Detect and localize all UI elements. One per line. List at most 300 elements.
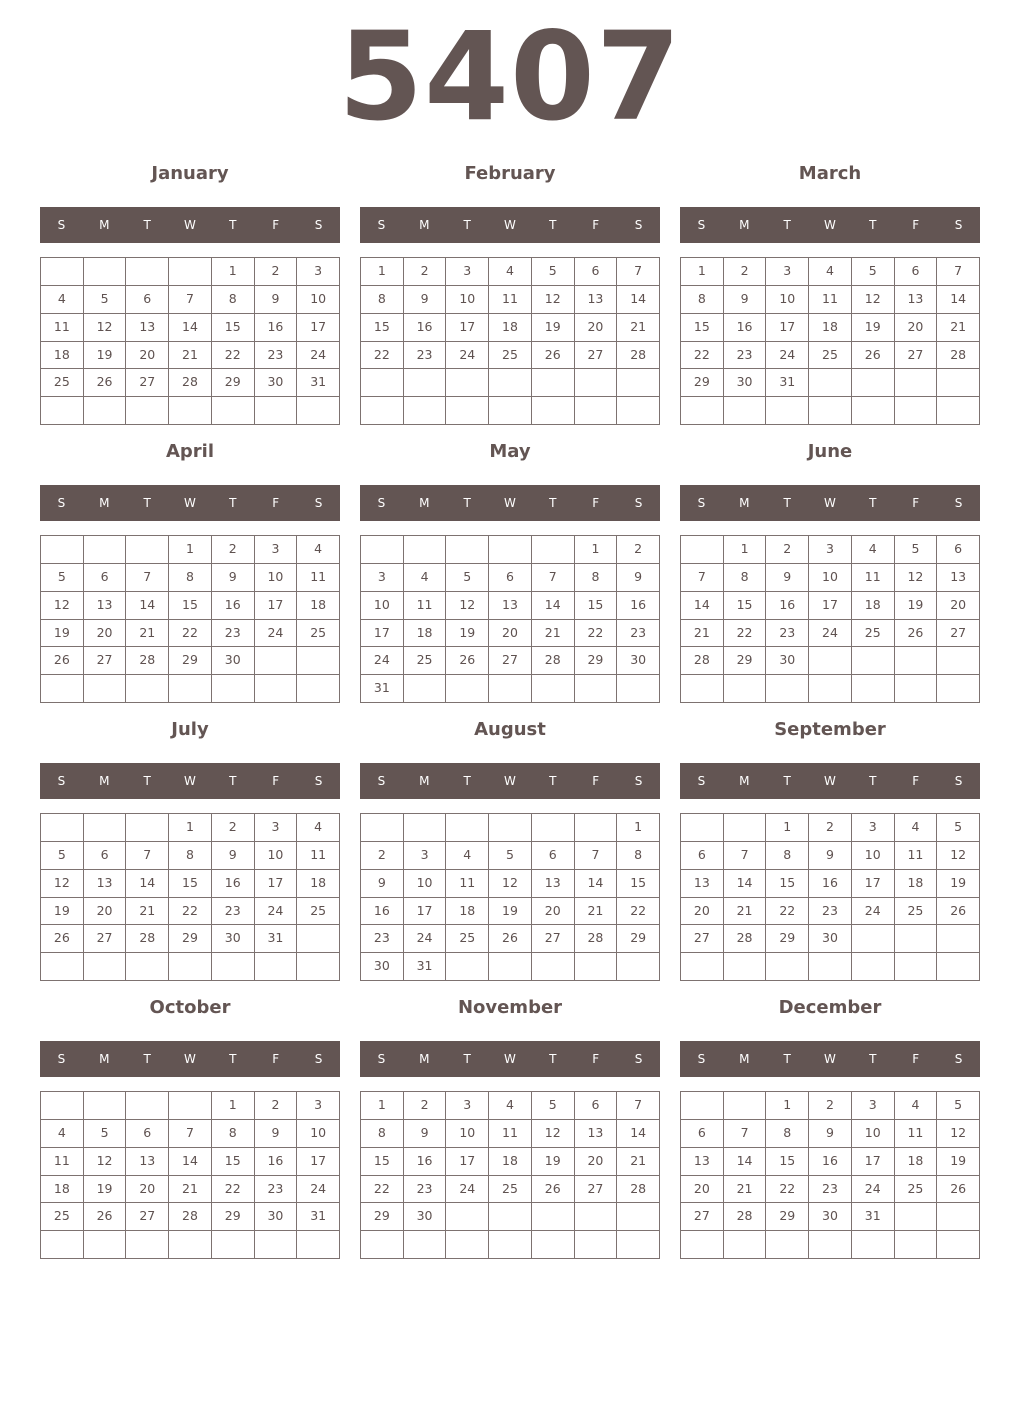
day-cell: 19 (852, 314, 895, 342)
day-cell: 30 (361, 953, 404, 981)
weekday-label: W (504, 774, 516, 788)
day-cell: 20 (575, 314, 618, 342)
day-cell: 6 (575, 258, 618, 286)
day-cell: 14 (169, 314, 212, 342)
day-cell: 23 (404, 1176, 447, 1204)
weekday-label: W (184, 218, 196, 232)
weekday-label: T (549, 218, 557, 232)
day-cell: 13 (575, 286, 618, 314)
weekday-label: S (954, 496, 963, 510)
empty-day-cell (255, 647, 298, 675)
day-cell: 28 (724, 1203, 767, 1231)
weekday-header (40, 763, 340, 799)
day-cell: 14 (126, 870, 169, 898)
days-grid (40, 535, 340, 703)
weekday-label: T (463, 774, 471, 788)
day-cell: 27 (126, 369, 169, 397)
weekday-label: W (184, 774, 196, 788)
empty-day-cell (84, 397, 127, 425)
empty-day-cell (361, 397, 404, 425)
day-cell: 28 (937, 342, 980, 370)
empty-day-cell (852, 675, 895, 703)
empty-day-cell (575, 814, 618, 842)
day-cell: 19 (532, 314, 575, 342)
empty-day-cell (84, 675, 127, 703)
day-cell: 23 (809, 1176, 852, 1204)
day-cell: 2 (255, 1092, 298, 1120)
day-cell: 2 (724, 258, 767, 286)
day-cell: 11 (297, 842, 340, 870)
weekday-label: T (143, 496, 151, 510)
day-cell: 4 (41, 286, 84, 314)
day-cell: 17 (255, 870, 298, 898)
day-cell: 31 (766, 369, 809, 397)
day-cell: 24 (255, 898, 298, 926)
day-cell: 16 (404, 1148, 447, 1176)
day-cell: 29 (575, 647, 618, 675)
empty-day-cell (489, 953, 532, 981)
day-cell: 22 (212, 342, 255, 370)
day-cell: 1 (212, 258, 255, 286)
day-cell: 16 (809, 1148, 852, 1176)
day-cell: 21 (126, 898, 169, 926)
empty-day-cell (532, 1203, 575, 1231)
empty-day-cell (404, 369, 447, 397)
day-cell: 17 (852, 870, 895, 898)
days-grid (360, 813, 660, 981)
weekday-label: T (549, 1052, 557, 1066)
weekday-label: F (272, 218, 280, 232)
day-cell: 30 (809, 925, 852, 953)
day-cell: 6 (681, 1120, 724, 1148)
day-cell: 4 (852, 536, 895, 564)
weekday-label: F (912, 218, 920, 232)
day-cell: 6 (937, 536, 980, 564)
day-cell: 9 (809, 842, 852, 870)
day-cell: 20 (126, 1176, 169, 1204)
day-cell: 3 (255, 536, 298, 564)
day-cell: 22 (575, 620, 618, 648)
empty-day-cell (41, 258, 84, 286)
day-cell: 16 (255, 314, 298, 342)
day-cell: 7 (169, 1120, 212, 1148)
days-grid (40, 257, 340, 425)
day-cell: 17 (255, 592, 298, 620)
day-cell: 26 (84, 369, 127, 397)
weekday-label: S (377, 1052, 386, 1066)
weekday-header (360, 763, 660, 799)
day-cell: 26 (41, 925, 84, 953)
day-cell: 13 (126, 314, 169, 342)
day-cell: 8 (766, 1120, 809, 1148)
days-grid (40, 1091, 340, 1259)
empty-day-cell (446, 1231, 489, 1259)
month-name: August (474, 719, 546, 740)
day-cell: 29 (617, 925, 660, 953)
day-cell: 25 (41, 1203, 84, 1231)
months-grid (40, 152, 980, 1264)
day-cell: 1 (169, 814, 212, 842)
empty-day-cell (212, 953, 255, 981)
day-cell: 7 (681, 564, 724, 592)
weekday-label: W (824, 1052, 836, 1066)
day-cell: 5 (895, 536, 938, 564)
day-cell: 10 (852, 1120, 895, 1148)
day-cell: 25 (809, 342, 852, 370)
weekday-label: F (272, 774, 280, 788)
day-cell: 12 (84, 1148, 127, 1176)
empty-day-cell (895, 1231, 938, 1259)
day-cell: 9 (255, 286, 298, 314)
day-cell: 28 (681, 647, 724, 675)
empty-day-cell (41, 1092, 84, 1120)
month-name: March (798, 163, 862, 184)
weekday-header (680, 1041, 980, 1077)
month-name: April (165, 441, 215, 462)
day-cell: 2 (404, 258, 447, 286)
weekday-label: T (783, 774, 791, 788)
weekday-label: M (419, 496, 430, 510)
weekday-label: T (869, 218, 877, 232)
day-cell: 10 (297, 1120, 340, 1148)
day-cell: 20 (489, 620, 532, 648)
day-cell: 23 (212, 898, 255, 926)
day-cell: 28 (169, 369, 212, 397)
month-name: May (489, 441, 531, 462)
day-cell: 12 (895, 564, 938, 592)
empty-day-cell (169, 953, 212, 981)
day-cell: 26 (84, 1203, 127, 1231)
weekday-label: T (143, 774, 151, 788)
day-cell: 29 (212, 1203, 255, 1231)
empty-day-cell (446, 1203, 489, 1231)
weekday-label: S (377, 218, 386, 232)
weekday-label: S (57, 774, 66, 788)
day-cell: 10 (766, 286, 809, 314)
weekday-label: M (419, 1052, 430, 1066)
day-cell: 24 (404, 925, 447, 953)
weekday-label: M (739, 1052, 750, 1066)
day-cell: 23 (766, 620, 809, 648)
empty-day-cell (297, 647, 340, 675)
day-cell: 6 (895, 258, 938, 286)
empty-day-cell (84, 1092, 127, 1120)
empty-day-cell (724, 814, 767, 842)
weekday-label: T (229, 1052, 237, 1066)
day-cell: 25 (852, 620, 895, 648)
day-cell: 14 (724, 870, 767, 898)
day-cell: 7 (724, 842, 767, 870)
weekday-label: S (697, 774, 706, 788)
day-cell: 5 (852, 258, 895, 286)
empty-day-cell (937, 397, 980, 425)
empty-day-cell (575, 397, 618, 425)
weekday-label: M (739, 218, 750, 232)
empty-day-cell (41, 536, 84, 564)
empty-day-cell (84, 258, 127, 286)
day-cell: 16 (404, 314, 447, 342)
day-cell: 26 (895, 620, 938, 648)
day-cell: 4 (446, 842, 489, 870)
empty-day-cell (681, 536, 724, 564)
month-november (360, 986, 660, 1264)
empty-day-cell (446, 953, 489, 981)
day-cell: 9 (212, 564, 255, 592)
month-may (360, 430, 660, 708)
empty-day-cell (575, 1231, 618, 1259)
empty-day-cell (297, 925, 340, 953)
empty-day-cell (895, 675, 938, 703)
day-cell: 30 (404, 1203, 447, 1231)
day-cell: 7 (937, 258, 980, 286)
day-cell: 14 (575, 870, 618, 898)
day-cell: 10 (297, 286, 340, 314)
weekday-label: S (377, 774, 386, 788)
day-cell: 30 (617, 647, 660, 675)
day-cell: 23 (617, 620, 660, 648)
empty-day-cell (852, 397, 895, 425)
day-cell: 29 (681, 369, 724, 397)
days-grid (680, 257, 980, 425)
month-august (360, 708, 660, 986)
weekday-label: T (229, 218, 237, 232)
day-cell: 27 (575, 1176, 618, 1204)
day-cell: 6 (126, 1120, 169, 1148)
empty-day-cell (852, 953, 895, 981)
day-cell: 2 (212, 814, 255, 842)
day-cell: 15 (575, 592, 618, 620)
empty-day-cell (937, 1231, 980, 1259)
month-july (40, 708, 340, 986)
day-cell: 6 (681, 842, 724, 870)
month-name: December (778, 997, 882, 1018)
day-cell: 12 (532, 1120, 575, 1148)
weekday-label: S (314, 496, 323, 510)
day-cell: 1 (361, 1092, 404, 1120)
weekday-label: M (99, 218, 110, 232)
empty-day-cell (724, 1231, 767, 1259)
day-cell: 29 (766, 1203, 809, 1231)
day-cell: 20 (895, 314, 938, 342)
day-cell: 8 (681, 286, 724, 314)
day-cell: 21 (617, 314, 660, 342)
weekday-label: S (314, 218, 323, 232)
empty-day-cell (297, 953, 340, 981)
weekday-label: W (504, 496, 516, 510)
empty-day-cell (532, 814, 575, 842)
day-cell: 24 (852, 898, 895, 926)
day-cell: 2 (255, 258, 298, 286)
day-cell: 18 (297, 870, 340, 898)
day-cell: 20 (681, 1176, 724, 1204)
day-cell: 18 (41, 342, 84, 370)
empty-day-cell (169, 258, 212, 286)
day-cell: 6 (489, 564, 532, 592)
day-cell: 9 (766, 564, 809, 592)
day-cell: 15 (212, 1148, 255, 1176)
day-cell: 3 (809, 536, 852, 564)
day-cell: 3 (255, 814, 298, 842)
day-cell: 17 (404, 898, 447, 926)
day-cell: 24 (852, 1176, 895, 1204)
day-cell: 27 (489, 647, 532, 675)
day-cell: 19 (937, 1148, 980, 1176)
weekday-label: F (272, 496, 280, 510)
day-cell: 10 (255, 564, 298, 592)
day-cell: 21 (681, 620, 724, 648)
day-cell: 10 (446, 286, 489, 314)
empty-day-cell (41, 953, 84, 981)
weekday-header (680, 763, 980, 799)
weekday-label: F (912, 1052, 920, 1066)
day-cell: 31 (361, 675, 404, 703)
day-cell: 1 (212, 1092, 255, 1120)
empty-day-cell (617, 369, 660, 397)
day-cell: 30 (724, 369, 767, 397)
day-cell: 29 (169, 925, 212, 953)
weekday-label: M (99, 496, 110, 510)
weekday-label: S (697, 1052, 706, 1066)
day-cell: 15 (766, 1148, 809, 1176)
empty-day-cell (937, 1203, 980, 1231)
day-cell: 12 (41, 870, 84, 898)
empty-day-cell (404, 814, 447, 842)
empty-day-cell (766, 675, 809, 703)
empty-day-cell (532, 536, 575, 564)
empty-day-cell (895, 369, 938, 397)
day-cell: 11 (41, 1148, 84, 1176)
empty-day-cell (404, 397, 447, 425)
empty-day-cell (532, 953, 575, 981)
month-name: September (774, 719, 886, 740)
days-grid (360, 1091, 660, 1259)
weekday-label: F (912, 774, 920, 788)
day-cell: 27 (84, 647, 127, 675)
day-cell: 30 (212, 647, 255, 675)
empty-day-cell (895, 647, 938, 675)
weekday-label: F (272, 1052, 280, 1066)
day-cell: 11 (895, 1120, 938, 1148)
empty-day-cell (617, 1203, 660, 1231)
empty-day-cell (297, 1231, 340, 1259)
weekday-label: M (419, 218, 430, 232)
day-cell: 13 (84, 870, 127, 898)
empty-day-cell (489, 1203, 532, 1231)
day-cell: 7 (169, 286, 212, 314)
weekday-label: S (57, 496, 66, 510)
empty-day-cell (255, 1231, 298, 1259)
day-cell: 31 (297, 1203, 340, 1231)
month-name: January (151, 163, 229, 184)
empty-day-cell (212, 397, 255, 425)
empty-day-cell (681, 675, 724, 703)
day-cell: 5 (532, 1092, 575, 1120)
day-cell: 24 (361, 647, 404, 675)
day-cell: 27 (126, 1203, 169, 1231)
day-cell: 1 (169, 536, 212, 564)
weekday-label: W (504, 1052, 516, 1066)
year-title: 5407 (338, 6, 682, 148)
day-cell: 23 (404, 342, 447, 370)
weekday-label: S (314, 774, 323, 788)
day-cell: 24 (446, 342, 489, 370)
day-cell: 2 (212, 536, 255, 564)
day-cell: 2 (361, 842, 404, 870)
day-cell: 9 (617, 564, 660, 592)
weekday-label: M (739, 774, 750, 788)
day-cell: 5 (446, 564, 489, 592)
empty-day-cell (255, 675, 298, 703)
day-cell: 5 (937, 1092, 980, 1120)
day-cell: 27 (575, 342, 618, 370)
day-cell: 4 (489, 258, 532, 286)
day-cell: 9 (404, 1120, 447, 1148)
empty-day-cell (126, 536, 169, 564)
month-name: October (149, 997, 231, 1018)
month-june (680, 430, 980, 708)
day-cell: 21 (532, 620, 575, 648)
day-cell: 2 (617, 536, 660, 564)
day-cell: 24 (255, 620, 298, 648)
empty-day-cell (446, 536, 489, 564)
empty-day-cell (297, 397, 340, 425)
empty-day-cell (681, 397, 724, 425)
weekday-label: S (634, 218, 643, 232)
day-cell: 9 (361, 870, 404, 898)
empty-day-cell (895, 1203, 938, 1231)
day-cell: 3 (446, 258, 489, 286)
day-cell: 17 (361, 620, 404, 648)
day-cell: 17 (809, 592, 852, 620)
day-cell: 27 (84, 925, 127, 953)
empty-day-cell (84, 953, 127, 981)
weekday-label: M (739, 496, 750, 510)
weekday-label: W (824, 496, 836, 510)
day-cell: 25 (489, 342, 532, 370)
day-cell: 25 (404, 647, 447, 675)
day-cell: 1 (361, 258, 404, 286)
day-cell: 22 (361, 1176, 404, 1204)
day-cell: 19 (84, 342, 127, 370)
day-cell: 21 (937, 314, 980, 342)
weekday-label: F (912, 496, 920, 510)
day-cell: 5 (937, 814, 980, 842)
empty-day-cell (126, 953, 169, 981)
empty-day-cell (404, 675, 447, 703)
day-cell: 11 (404, 592, 447, 620)
empty-day-cell (126, 1231, 169, 1259)
weekday-label: S (314, 1052, 323, 1066)
day-cell: 21 (617, 1148, 660, 1176)
day-cell: 22 (361, 342, 404, 370)
empty-day-cell (809, 675, 852, 703)
day-cell: 15 (169, 592, 212, 620)
day-cell: 26 (41, 647, 84, 675)
day-cell: 24 (297, 1176, 340, 1204)
day-cell: 9 (404, 286, 447, 314)
day-cell: 12 (532, 286, 575, 314)
weekday-label: T (143, 218, 151, 232)
days-grid (360, 257, 660, 425)
empty-day-cell (895, 953, 938, 981)
days-grid (680, 813, 980, 981)
month-january (40, 152, 340, 430)
empty-day-cell (681, 814, 724, 842)
day-cell: 26 (532, 342, 575, 370)
day-cell: 29 (766, 925, 809, 953)
day-cell: 18 (297, 592, 340, 620)
day-cell: 6 (84, 564, 127, 592)
